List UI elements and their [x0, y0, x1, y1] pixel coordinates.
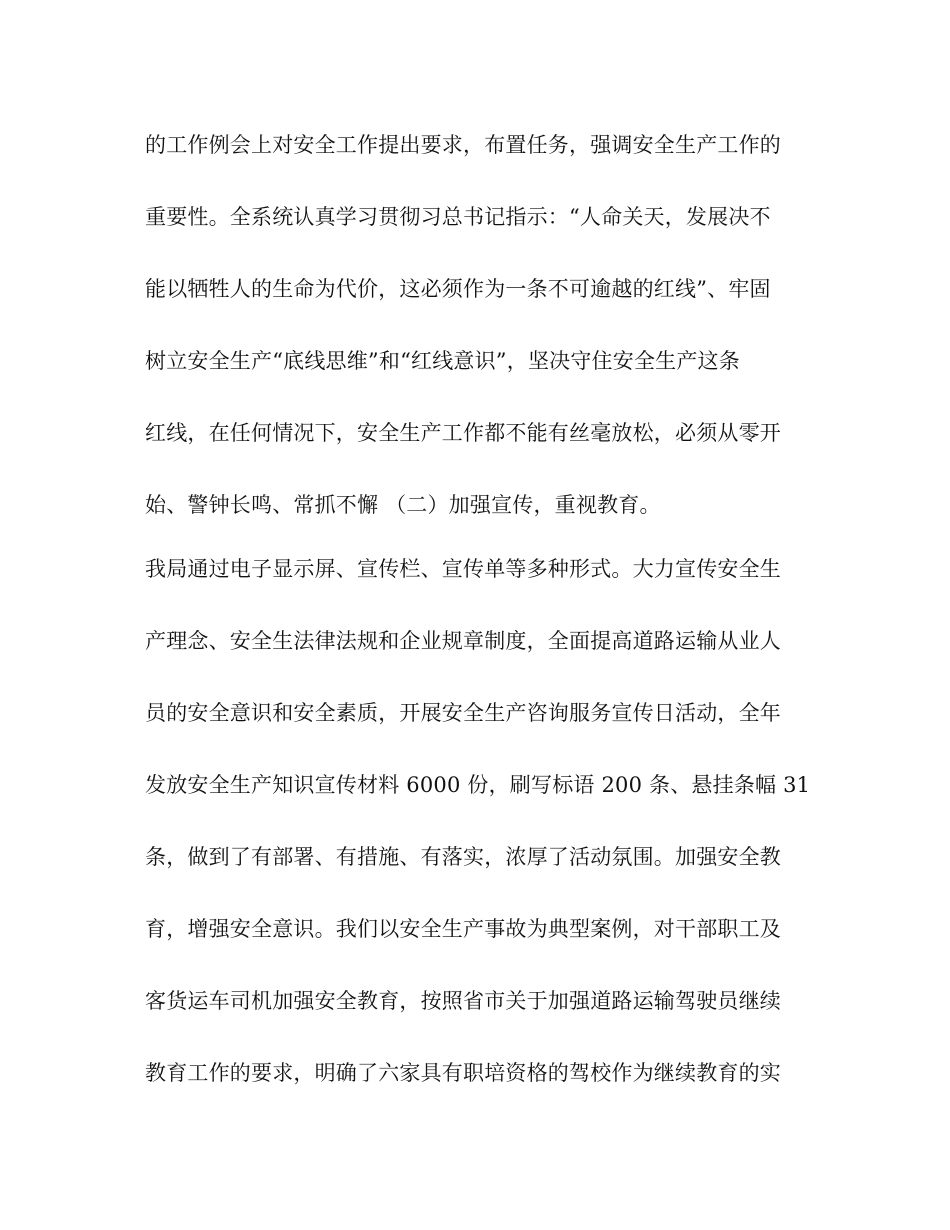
- text-line: 始、警钟长鸣、常抓不懈 （二）加强宣传，重视教育。: [145, 493, 661, 517]
- text-line: 教育工作的要求，明确了六家具有职培资格的驾校作为继续教育的实: [145, 1061, 781, 1085]
- text-line: 的工作例会上对安全工作提出要求，布置任务，强调安全生产工作的: [145, 133, 781, 157]
- text-line: 我局通过电子显示屏、宣传栏、宣传单等多种形式。大力宣传安全生: [145, 557, 781, 581]
- text-line: 红线，在任何情况下，安全生产工作都不能有丝毫放松，必须从零开: [145, 421, 781, 445]
- text-line: 发放安全生产知识宣传材料 6000 份，刷写标语 200 条、悬挂条幅 31: [145, 773, 811, 797]
- text-line: 育，增强安全意识。我们以安全生产事故为典型案例，对干部职工及: [145, 917, 781, 941]
- text-line: 产理念、安全生法律法规和企业规章制度，全面提高道路运输从业人: [145, 629, 781, 653]
- text-line: 条，做到了有部署、有措施、有落实，浓厚了活动氛围。加强安全教: [145, 845, 781, 869]
- text-line: 客货运车司机加强安全教育，按照省市关于加强道路运输驾驶员继续: [145, 989, 781, 1013]
- text-line: 能以牺牲人的生命为代价，这必须作为一条不可逾越的红线”、牢固: [145, 277, 771, 301]
- text-line: 员的安全意识和安全素质，开展安全生产咨询服务宣传日活动，全年: [145, 701, 781, 725]
- text-line: 重要性。全系统认真学习贯彻习总书记指示：“人命关天，发展决不: [145, 205, 771, 229]
- text-line: 树立安全生产“底线思维”和“红线意识”，坚决守住安全生产这条: [145, 349, 740, 373]
